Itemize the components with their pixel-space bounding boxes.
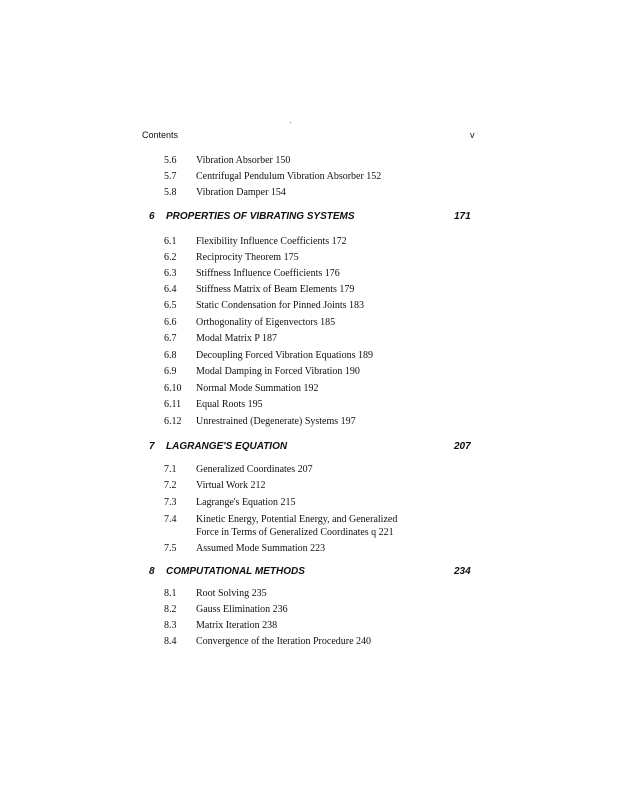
- toc-entry[interactable]: [0, 620, 617, 636]
- section-title: Modal Matrix P 187: [196, 333, 278, 344]
- toc-entry[interactable]: [0, 268, 617, 284]
- section-number: 5.8: [164, 187, 177, 198]
- section-number: 7.3: [164, 497, 177, 508]
- section-title: Vibration Absorber 150: [196, 155, 291, 166]
- section-title: Lagrange's Equation 215: [196, 497, 296, 508]
- section-title: Root Solving 235: [196, 588, 267, 599]
- section-title: Equal Roots 195: [196, 399, 263, 410]
- toc-entry[interactable]: [0, 399, 617, 415]
- section-number: 6.12: [164, 416, 182, 427]
- toc-entry[interactable]: [0, 333, 617, 349]
- section-title: Decoupling Forced Vibration Equations 189: [196, 350, 373, 361]
- toc-entry[interactable]: [0, 236, 617, 252]
- toc-entry[interactable]: [0, 604, 617, 620]
- chapter-heading[interactable]: [0, 566, 617, 582]
- toc-entry[interactable]: [0, 497, 617, 513]
- section-title: Convergence of the Iteration Procedure 240: [196, 636, 372, 647]
- chapter-title: PROPERTIES OF VIBRATING SYSTEMS: [166, 211, 355, 222]
- toc-entry[interactable]: [0, 252, 617, 268]
- section-number: 6.10: [164, 383, 182, 394]
- chapter-page: 234: [454, 566, 471, 577]
- section-number: 7.2: [164, 480, 177, 491]
- section-title: Matrix Iteration 238: [196, 620, 278, 631]
- toc-entry[interactable]: [0, 588, 617, 604]
- section-number: 7.4: [164, 514, 177, 525]
- toc-entry[interactable]: [0, 383, 617, 399]
- toc-entry[interactable]: [0, 171, 617, 187]
- page-number: v: [470, 130, 475, 140]
- section-title: Stiffness Matrix of Beam Elements 179: [196, 284, 355, 295]
- toc-entry[interactable]: [0, 416, 617, 432]
- section-number: 6.9: [164, 366, 177, 377]
- toc-entry[interactable]: [0, 543, 617, 559]
- section-title: Normal Mode Summation 192: [196, 383, 319, 394]
- section-title: Reciprocity Theorem 175: [196, 252, 299, 263]
- chapter-heading[interactable]: [0, 211, 617, 227]
- chapter-title: COMPUTATIONAL METHODS: [166, 566, 305, 577]
- section-number: 6.4: [164, 284, 177, 295]
- toc-entry[interactable]: [0, 155, 617, 171]
- section-title: Unrestrained (Degenerate) Systems 197: [196, 416, 356, 427]
- section-title: Gauss Elimination 236: [196, 604, 288, 615]
- toc-entry[interactable]: [0, 464, 617, 480]
- toc-entry[interactable]: [0, 300, 617, 316]
- section-title: Stiffness Influence Coefficients 176: [196, 268, 340, 279]
- toc-entry[interactable]: [0, 317, 617, 333]
- section-title: Static Condensation for Pinned Joints 183: [196, 300, 365, 311]
- section-title: Centrifugal Pendulum Vibration Absorber 152: [196, 171, 382, 182]
- chapter-title: LAGRANGE'S EQUATION: [166, 441, 288, 452]
- toc-entry[interactable]: [0, 636, 617, 652]
- section-number: 6.3: [164, 268, 177, 279]
- section-number: 8.4: [164, 636, 177, 647]
- section-title: Vibration Damper 154: [196, 187, 286, 198]
- toc-entry[interactable]: [0, 284, 617, 300]
- section-number: 6.5: [164, 300, 177, 311]
- section-number: 6.6: [164, 317, 177, 328]
- section-number: 6.8: [164, 350, 177, 361]
- section-number: 7.1: [164, 464, 177, 475]
- section-title: Kinetic Energy, Potential Energy, and Generalized: [196, 514, 398, 525]
- section-title: Generalized Coordinates 207: [196, 464, 313, 475]
- section-number: 8.2: [164, 604, 177, 615]
- section-number: 8.1: [164, 588, 177, 599]
- section-number: 6.2: [164, 252, 177, 263]
- running-header-title: Contents: [142, 130, 179, 140]
- chapter-number: 7: [149, 441, 155, 452]
- section-number: 6.11: [164, 399, 182, 410]
- section-number: 8.3: [164, 620, 177, 631]
- section-number: 5.6: [164, 155, 177, 166]
- section-title: Orthogonality of Eigenvectors 185: [196, 317, 336, 328]
- section-title: Virtual Work 212: [196, 480, 266, 491]
- toc-entry[interactable]: [0, 366, 617, 382]
- section-number: 7.5: [164, 543, 177, 554]
- section-number: 5.7: [164, 171, 177, 182]
- chapter-number: 6: [149, 211, 155, 222]
- scan-speck: [290, 122, 291, 123]
- toc-entry[interactable]: [0, 350, 617, 366]
- section-title: Modal Damping in Forced Vibration 190: [196, 366, 360, 377]
- section-number: 6.1: [164, 236, 177, 247]
- toc-entry[interactable]: [0, 480, 617, 496]
- chapter-number: 8: [149, 566, 155, 577]
- section-title-continuation: Force in Terms of Generalized Coordinates q 221: [196, 527, 394, 538]
- chapter-page: 171: [454, 211, 471, 222]
- section-number: 6.7: [164, 333, 177, 344]
- toc-entry[interactable]: [0, 514, 617, 544]
- chapter-heading[interactable]: [0, 441, 617, 457]
- toc-entry[interactable]: [0, 187, 617, 203]
- chapter-page: 207: [454, 441, 471, 452]
- section-title: Flexibility Influence Coefficients 172: [196, 236, 347, 247]
- section-title: Assumed Mode Summation 223: [196, 543, 326, 554]
